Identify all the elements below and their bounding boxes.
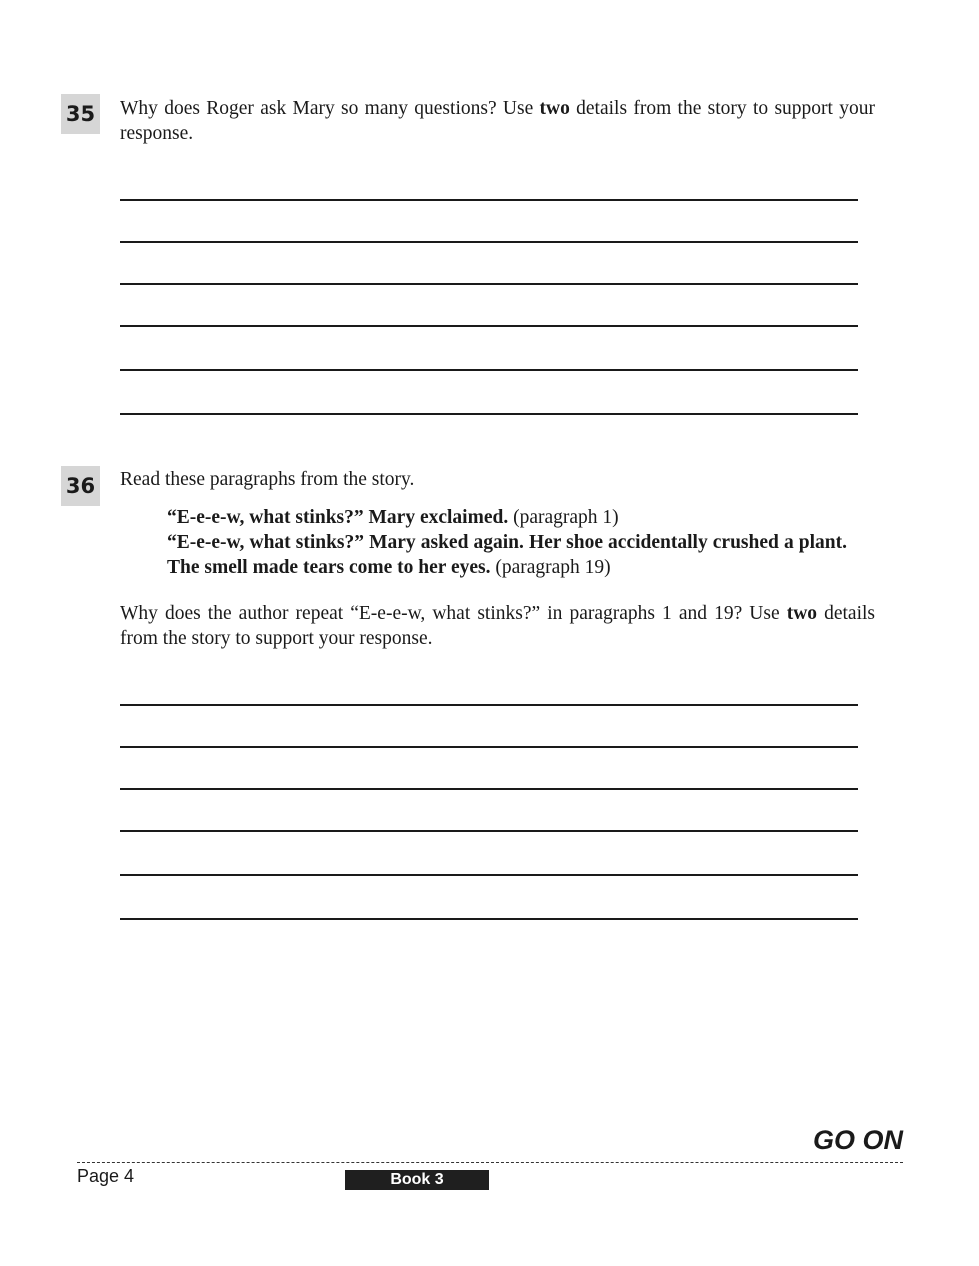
quote-1-text: “E-e-e-w, what stinks?” Mary exclaimed. — [167, 507, 509, 528]
question-35-prompt-bold: two — [539, 98, 570, 119]
answer-line[interactable] — [120, 325, 858, 327]
question-36-prompt-text: Why does the author repeat “E-e-e-w, what stinks?” in paragraphs 1 and 19? Use — [120, 603, 787, 624]
question-35-prompt-text-end: details from the story to support your response. — [120, 98, 875, 144]
page-number: Page 4 — [77, 1166, 135, 1186]
question-35-prompt — [120, 96, 875, 146]
quote-1-reference: (paragraph 1) — [508, 507, 619, 528]
answer-line[interactable] — [120, 369, 858, 371]
answer-line[interactable] — [120, 199, 858, 201]
footer-divider — [77, 1162, 903, 1163]
answer-line[interactable] — [120, 918, 858, 920]
quoted-paragraph-19 — [167, 530, 847, 580]
quoted-paragraph-1 — [167, 505, 847, 530]
answer-line[interactable] — [120, 283, 858, 285]
question-35-prompt-text: Why does Roger ask Mary so many questions? Use — [120, 98, 540, 119]
book-label: Book 3 — [345, 1170, 489, 1190]
go-on-label: GO ON — [812, 1125, 903, 1155]
quote-2-text: “E-e-e-w, what stinks?” Mary asked again. Her shoe accidentally crushed a plant. The smell made tears come to her eyes. — [167, 532, 847, 578]
answer-line[interactable] — [120, 830, 858, 832]
answer-line[interactable] — [120, 788, 858, 790]
question-36-prompt-text-end: details from the story to support your response. — [120, 603, 875, 649]
question-36-prompt-bold: two — [786, 603, 818, 624]
answer-line[interactable] — [120, 746, 858, 748]
answer-line[interactable] — [120, 874, 858, 876]
quote-2-reference: (paragraph 19) — [490, 557, 611, 578]
answer-line[interactable] — [120, 241, 858, 243]
answer-line[interactable] — [120, 413, 858, 415]
question-36-intro: Read these paragraphs from the story. — [120, 469, 415, 490]
question-36-prompt — [120, 601, 875, 651]
answer-line[interactable] — [120, 704, 858, 706]
question-number-36: 36 — [61, 466, 100, 506]
question-number-35: 35 — [61, 94, 100, 134]
